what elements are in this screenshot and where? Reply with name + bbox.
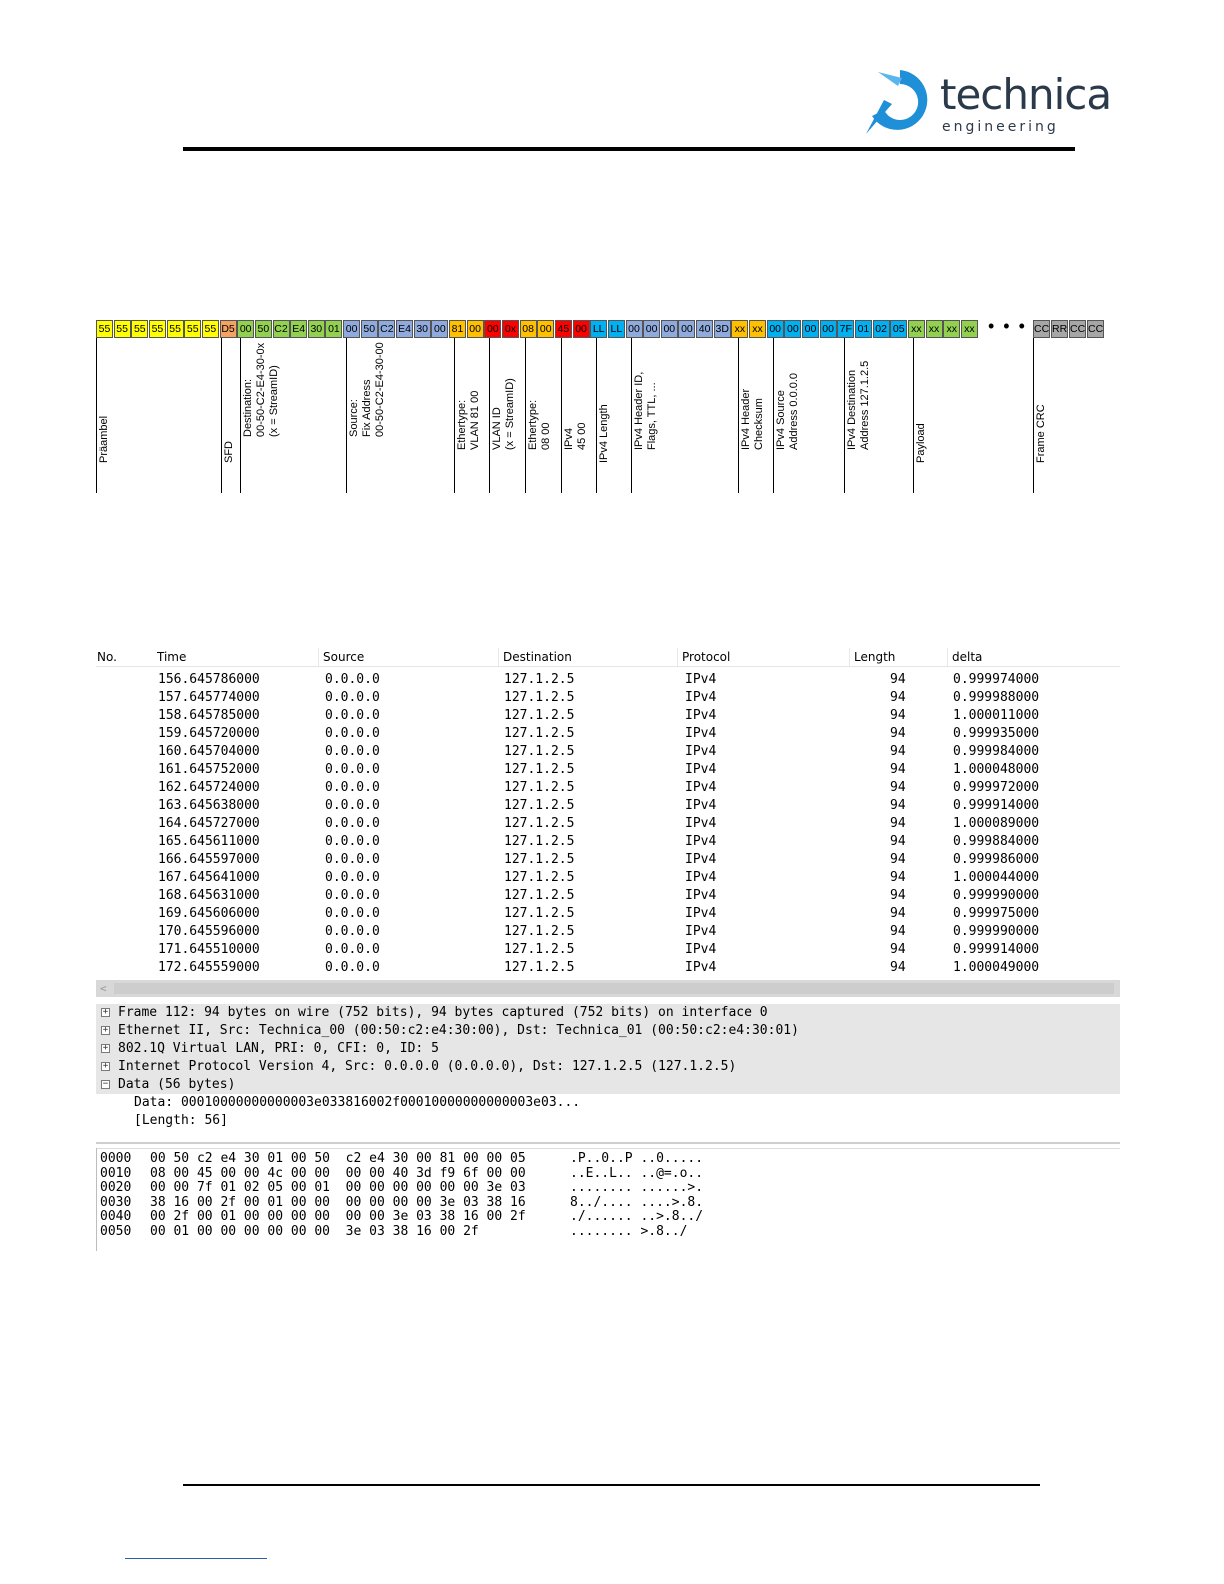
- expand-toggle-icon[interactable]: +: [102, 1025, 109, 1035]
- frame-byte-cell: 81: [449, 320, 466, 338]
- expand-toggle-icon[interactable]: +: [102, 1043, 109, 1053]
- cell-delta: 0.999975000: [953, 906, 1040, 921]
- frame-byte-cell: C2: [378, 320, 395, 338]
- cell-time: 166.645597000: [158, 852, 260, 867]
- frame-byte-cell: 30: [308, 320, 325, 338]
- cell-length: 94: [890, 780, 906, 795]
- cell-destination: 127.1.2.5: [504, 816, 575, 831]
- cell-destination: 127.1.2.5: [504, 852, 575, 867]
- cell-destination: 127.1.2.5: [504, 798, 575, 813]
- frame-crc-cell: CC: [1087, 320, 1104, 338]
- hex-bytes: 00 00 7f 01 02 05 00 01 00 00 00 00 00 00 3e 03: [150, 1180, 526, 1196]
- cell-destination: 127.1.2.5: [504, 762, 575, 777]
- field-divider: [221, 338, 222, 493]
- cell-time: 156.645786000: [158, 672, 260, 687]
- field-label-text: Ethertype: VLAN 81 00: [456, 390, 481, 450]
- field-label-text: IPv4 Source Address 0.0.0.0: [775, 372, 800, 450]
- cell-destination: 127.1.2.5: [504, 780, 575, 795]
- cell-delta: 0.999972000: [953, 780, 1040, 795]
- cell-length: 94: [890, 870, 906, 885]
- tree-node-label: 802.1Q Virtual LAN, PRI: 0, CFI: 0, ID: 5: [118, 1041, 439, 1056]
- cell-time: 159.645720000: [158, 726, 260, 741]
- cell-source: 0.0.0.0: [325, 672, 380, 687]
- field-divider: [631, 338, 632, 493]
- cell-protocol: IPv4: [685, 708, 717, 723]
- field-label: [98, 338, 158, 468]
- table-row[interactable]: [96, 959, 1120, 977]
- cell-time: 164.645727000: [158, 816, 260, 831]
- cell-time: 167.645641000: [158, 870, 260, 885]
- frame-byte-cell: 00: [802, 320, 819, 338]
- cell-protocol: IPv4: [685, 888, 717, 903]
- field-divider: [346, 338, 347, 493]
- hex-offset: 0050: [100, 1224, 132, 1239]
- hex-bytes: 38 16 00 2f 00 01 00 00 00 00 00 00 3e 03 38 16: [150, 1194, 526, 1210]
- tree-child-label: Data: 00010000000000003e033816002f00010000000000003e03...: [134, 1095, 581, 1110]
- cell-protocol: IPv4: [685, 870, 717, 885]
- cell-destination: 127.1.2.5: [504, 924, 575, 939]
- hex-bytes: 08 00 45 00 00 4c 00 00 00 00 40 3d f9 6f 00 00: [150, 1165, 526, 1181]
- cell-protocol: IPv4: [685, 726, 717, 741]
- field-label-text: Präambel: [98, 415, 110, 463]
- field-label-text: Frame CRC: [1035, 404, 1047, 463]
- cell-protocol: IPv4: [685, 672, 717, 687]
- header-rule: [183, 147, 1075, 151]
- footer-link-underline[interactable]: [125, 1558, 267, 1559]
- field-divider: [525, 338, 526, 493]
- tree-node[interactable]: [96, 1076, 1120, 1094]
- cell-delta: 1.000011000: [953, 708, 1040, 723]
- brand-subtitle: engineering: [942, 119, 1059, 135]
- cell-source: 0.0.0.0: [325, 744, 380, 759]
- cell-time: 160.645704000: [158, 744, 260, 759]
- table-row[interactable]: [96, 761, 1120, 779]
- frame-byte-cell: 01: [325, 320, 342, 338]
- cell-protocol: IPv4: [685, 780, 717, 795]
- col-time[interactable]: Time: [157, 650, 187, 664]
- frame-byte-cell: 05: [890, 320, 907, 338]
- cell-protocol: IPv4: [685, 834, 717, 849]
- cell-destination: 127.1.2.5: [504, 942, 575, 957]
- cell-destination: 127.1.2.5: [504, 744, 575, 759]
- cell-destination: 127.1.2.5: [504, 672, 575, 687]
- field-divider: [773, 338, 774, 493]
- hex-bytes: 00 50 c2 e4 30 01 00 50 c2 e4 30 00 81 00 00 05: [150, 1151, 526, 1166]
- cell-time: 158.645785000: [158, 708, 260, 723]
- frame-byte-cell: 00: [678, 320, 695, 338]
- cell-time: 168.645631000: [158, 888, 260, 903]
- field-label: [915, 338, 975, 468]
- cell-time: 165.645611000: [158, 834, 260, 849]
- cell-source: 0.0.0.0: [325, 690, 380, 705]
- field-label-text: IPv4 45 00: [563, 422, 588, 450]
- pane-divider[interactable]: [96, 1142, 1120, 1144]
- frame-byte-cell: 00: [537, 320, 554, 338]
- scrollbar-thumb[interactable]: [114, 983, 1114, 994]
- cell-time: 157.645774000: [158, 690, 260, 705]
- frame-byte-cell: 50: [361, 320, 378, 338]
- cell-length: 94: [890, 888, 906, 903]
- cell-destination: 127.1.2.5: [504, 888, 575, 903]
- cell-destination: 127.1.2.5: [504, 834, 575, 849]
- frame-byte-cell: 02: [873, 320, 890, 338]
- cell-source: 0.0.0.0: [325, 834, 380, 849]
- packet-list: [96, 668, 1120, 980]
- hex-ascii: ./...... ..>.8../: [570, 1209, 704, 1225]
- table-row[interactable]: [96, 671, 1120, 689]
- hex-bytes: 00 2f 00 01 00 00 00 00 00 00 3e 03 38 16 00 2f: [150, 1209, 526, 1225]
- cell-time: 169.645606000: [158, 906, 260, 921]
- frame-byte-cell: 00: [661, 320, 678, 338]
- table-row[interactable]: [96, 941, 1120, 959]
- expand-toggle-icon[interactable]: +: [102, 1061, 109, 1071]
- frame-byte-cell: 45: [555, 320, 572, 338]
- frame-byte-cell: xx: [926, 320, 943, 338]
- hex-dump-pane: [96, 1151, 1120, 1251]
- field-label-text: SFD: [223, 441, 235, 463]
- field-label-text: IPv4 Header Checksum: [740, 388, 765, 450]
- tree-node[interactable]: [96, 1040, 1120, 1058]
- col-protocol[interactable]: Protocol: [682, 650, 731, 664]
- field-divider: [738, 338, 739, 493]
- frame-byte-cell: 3D: [714, 320, 731, 338]
- field-label-text: Source: Fix Address 00-50-C2-E4-30-00: [348, 342, 386, 437]
- cell-delta: 1.000048000: [953, 762, 1040, 777]
- cell-length: 94: [890, 798, 906, 813]
- frame-byte-cell: 01: [855, 320, 872, 338]
- frame-byte-cell: 08: [520, 320, 537, 338]
- field-label-text: IPv4 Length: [598, 404, 610, 463]
- col-destination[interactable]: Destination: [503, 650, 572, 664]
- cell-time: 162.645724000: [158, 780, 260, 795]
- field-divider: [240, 338, 241, 493]
- field-label: [633, 338, 693, 468]
- tree-node-label: Frame 112: 94 bytes on wire (752 bits), 94 bytes captured (752 bits) on interface 0: [118, 1005, 768, 1020]
- cell-time: 163.645638000: [158, 798, 260, 813]
- hex-ascii: ..E..L.. ..@=.o..: [570, 1165, 704, 1181]
- pane-divider-line: [96, 1148, 1120, 1149]
- hex-ascii: ........ ......>.: [570, 1180, 704, 1196]
- frame-byte-cell: 50: [255, 320, 272, 338]
- cell-source: 0.0.0.0: [325, 942, 380, 957]
- cell-delta: 1.000089000: [953, 816, 1040, 831]
- frame-byte-cell: 00: [467, 320, 484, 338]
- cell-length: 94: [890, 960, 906, 975]
- cell-destination: 127.1.2.5: [504, 906, 575, 921]
- field-divider: [596, 338, 597, 493]
- cell-delta: 0.999914000: [953, 942, 1040, 957]
- table-row[interactable]: [96, 887, 1120, 905]
- cell-source: 0.0.0.0: [325, 816, 380, 831]
- frame-byte-cell: 55: [184, 320, 201, 338]
- packet-details-tree: [96, 1004, 1120, 1144]
- cell-delta: 0.999990000: [953, 924, 1040, 939]
- hex-ascii: .P..0..P ..0.....: [570, 1151, 704, 1166]
- frame-byte-cell: LL: [590, 320, 607, 338]
- cell-length: 94: [890, 942, 906, 957]
- tree-node[interactable]: [96, 1058, 1120, 1076]
- cell-destination: 127.1.2.5: [504, 960, 575, 975]
- cell-length: 94: [890, 924, 906, 939]
- frame-byte-cell: 40: [696, 320, 713, 338]
- tree-child[interactable]: [96, 1112, 1120, 1130]
- cell-length: 94: [890, 744, 906, 759]
- cell-length: 94: [890, 906, 906, 921]
- frame-byte-cell: xx: [731, 320, 748, 338]
- cell-length: 94: [890, 690, 906, 705]
- brand-name: technica: [940, 70, 1112, 119]
- field-divider: [489, 338, 490, 493]
- cell-protocol: IPv4: [685, 924, 717, 939]
- cell-destination: 127.1.2.5: [504, 726, 575, 741]
- cell-source: 0.0.0.0: [325, 762, 380, 777]
- frame-byte-cell: 00: [820, 320, 837, 338]
- frame-byte-cell: 00: [573, 320, 590, 338]
- frame-crc-cell: CC: [1069, 320, 1086, 338]
- field-label-text: IPv4 Destination Address 127.1.2.5: [846, 360, 871, 450]
- frame-byte-cell: 00: [431, 320, 448, 338]
- cell-time: 172.645559000: [158, 960, 260, 975]
- field-label: [775, 338, 835, 468]
- ethernet-frame-diagram: [96, 316, 1108, 480]
- frame-byte-cell: D5: [220, 320, 237, 338]
- tree-node[interactable]: [96, 1022, 1120, 1040]
- cell-protocol: IPv4: [685, 798, 717, 813]
- table-row[interactable]: [96, 779, 1120, 797]
- table-row[interactable]: [96, 905, 1120, 923]
- cell-protocol: IPv4: [685, 690, 717, 705]
- expand-toggle-icon[interactable]: +: [102, 1007, 109, 1017]
- table-row[interactable]: [96, 797, 1120, 815]
- cell-source: 0.0.0.0: [325, 852, 380, 867]
- frame-byte-cell: 00: [767, 320, 784, 338]
- cell-length: 94: [890, 672, 906, 687]
- tree-child[interactable]: [96, 1094, 1120, 1112]
- cell-protocol: IPv4: [685, 960, 717, 975]
- field-divider: [454, 338, 455, 493]
- hex-offset: 0040: [100, 1209, 132, 1225]
- cell-source: 0.0.0.0: [325, 726, 380, 741]
- table-row[interactable]: [96, 689, 1120, 707]
- field-label: [846, 338, 906, 468]
- table-row[interactable]: [96, 833, 1120, 851]
- col-no[interactable]: No.: [97, 650, 117, 664]
- technica-logo: [862, 64, 1112, 140]
- packet-capture-panel: [96, 648, 1120, 1251]
- hex-offset: 0020: [100, 1180, 132, 1196]
- cell-source: 0.0.0.0: [325, 708, 380, 723]
- hex-ascii: 8../.... ....>.8.: [570, 1194, 704, 1210]
- frame-byte-cell: 55: [167, 320, 184, 338]
- cell-length: 94: [890, 816, 906, 831]
- field-label-text: Ethertype: 08 00: [527, 399, 552, 450]
- frame-byte-cell: 55: [149, 320, 166, 338]
- frame-byte-cell: 00: [626, 320, 643, 338]
- field-divider: [96, 338, 97, 493]
- cell-delta: 0.999990000: [953, 888, 1040, 903]
- field-divider: [561, 338, 562, 493]
- cell-length: 94: [890, 726, 906, 741]
- frame-byte-cell: C2: [273, 320, 290, 338]
- cell-time: 170.645596000: [158, 924, 260, 939]
- frame-byte-cell: 00: [784, 320, 801, 338]
- field-label: [348, 338, 408, 468]
- field-divider: [844, 338, 845, 493]
- cell-delta: 0.999935000: [953, 726, 1040, 741]
- cell-length: 94: [890, 852, 906, 867]
- frame-byte-cell: LL: [608, 320, 625, 338]
- tree-child-label: [Length: 56]: [134, 1113, 228, 1128]
- frame-byte-cell: 55: [131, 320, 148, 338]
- frame-byte-cell: 55: [114, 320, 131, 338]
- cell-source: 0.0.0.0: [325, 780, 380, 795]
- cell-time: 161.645752000: [158, 762, 260, 777]
- cell-source: 0.0.0.0: [325, 798, 380, 813]
- hex-bytes: 00 01 00 00 00 00 00 00 3e 03 38 16 00 2f: [150, 1224, 479, 1239]
- cell-destination: 127.1.2.5: [504, 870, 575, 885]
- frame-byte-cell: 55: [202, 320, 219, 338]
- cell-delta: 0.999984000: [953, 744, 1040, 759]
- field-label: [1035, 338, 1095, 468]
- expand-toggle-icon[interactable]: −: [102, 1079, 109, 1089]
- frame-byte-cell: 55: [96, 320, 113, 338]
- field-label-text: IPv4 Header ID, Flags, TTL, ...: [633, 371, 658, 450]
- cell-length: 94: [890, 708, 906, 723]
- tree-node-label: Internet Protocol Version 4, Src: 0.0.0.0 (0.0.0.0), Dst: 127.1.2.5 (127.1.2.5): [118, 1059, 737, 1074]
- cell-time: 171.645510000: [158, 942, 260, 957]
- hex-ascii: ........ >.8../: [570, 1224, 688, 1239]
- frame-byte-cell: 00: [237, 320, 254, 338]
- frame-byte-cell: 00: [643, 320, 660, 338]
- packet-list-header: [96, 648, 1120, 667]
- cell-length: 94: [890, 762, 906, 777]
- hex-offset: 0000: [100, 1151, 132, 1166]
- table-row[interactable]: [96, 851, 1120, 869]
- col-delta[interactable]: delta: [952, 650, 983, 664]
- field-divider: [1033, 338, 1034, 493]
- field-label-text: Payload: [915, 423, 927, 463]
- horizontal-scrollbar[interactable]: [96, 980, 1120, 997]
- field-divider: [913, 338, 914, 493]
- technica-logo-icon: [862, 64, 938, 140]
- frame-byte-cell: E4: [290, 320, 307, 338]
- cell-delta: 0.999914000: [953, 798, 1040, 813]
- cell-protocol: IPv4: [685, 852, 717, 867]
- hex-offset: 0010: [100, 1165, 132, 1181]
- frame-byte-cell: xx: [943, 320, 960, 338]
- frame-crc-cell: CC: [1033, 320, 1050, 338]
- cell-delta: 0.999986000: [953, 852, 1040, 867]
- cell-length: 94: [890, 834, 906, 849]
- field-label-text: Destination: 00-50-C2-E4-30-0x (x = StreamID): [242, 342, 280, 437]
- tree-node-label: Data (56 bytes): [118, 1077, 236, 1092]
- frame-byte-cell: 00: [484, 320, 501, 338]
- frame-ellipsis: • • •: [988, 316, 1027, 336]
- cell-delta: 1.000049000: [953, 960, 1040, 975]
- cell-source: 0.0.0.0: [325, 870, 380, 885]
- frame-byte-cell: 00: [343, 320, 360, 338]
- cell-delta: 0.999884000: [953, 834, 1040, 849]
- cell-destination: 127.1.2.5: [504, 708, 575, 723]
- frame-byte-cell: 0x: [502, 320, 519, 338]
- cell-protocol: IPv4: [685, 906, 717, 921]
- cell-delta: 0.999988000: [953, 690, 1040, 705]
- scroll-left-icon[interactable]: <: [100, 982, 107, 995]
- table-row[interactable]: [96, 743, 1120, 761]
- cell-protocol: IPv4: [685, 762, 717, 777]
- cell-protocol: IPv4: [685, 744, 717, 759]
- table-row[interactable]: [96, 869, 1120, 887]
- table-row[interactable]: [96, 707, 1120, 725]
- frame-byte-cell: xx: [961, 320, 978, 338]
- cell-destination: 127.1.2.5: [504, 690, 575, 705]
- cell-source: 0.0.0.0: [325, 888, 380, 903]
- frame-byte-cell: E4: [396, 320, 413, 338]
- cell-source: 0.0.0.0: [325, 906, 380, 921]
- tree-node[interactable]: [96, 1004, 1120, 1022]
- cell-delta: 1.000044000: [953, 870, 1040, 885]
- cell-protocol: IPv4: [685, 816, 717, 831]
- col-length[interactable]: Length: [854, 650, 896, 664]
- hex-offset: 0030: [100, 1194, 132, 1210]
- table-row[interactable]: [96, 923, 1120, 941]
- footer-rule: [183, 1484, 1040, 1486]
- table-row[interactable]: [96, 815, 1120, 833]
- frame-byte-cell: xx: [749, 320, 766, 338]
- cell-protocol: IPv4: [685, 942, 717, 957]
- frame-byte-cell: xx: [908, 320, 925, 338]
- tree-node-label: Ethernet II, Src: Technica_00 (00:50:c2:e4:30:00), Dst: Technica_01 (00:50:c2:e4:30:01): [118, 1023, 799, 1038]
- table-row[interactable]: [96, 725, 1120, 743]
- cell-source: 0.0.0.0: [325, 960, 380, 975]
- cell-delta: 0.999974000: [953, 672, 1040, 687]
- cell-source: 0.0.0.0: [325, 924, 380, 939]
- field-label: [242, 338, 302, 468]
- frame-byte-cell: 7F: [837, 320, 854, 338]
- frame-crc-cell: RR: [1051, 320, 1068, 338]
- frame-byte-cell: 30: [414, 320, 431, 338]
- col-source[interactable]: Source: [323, 650, 365, 664]
- field-label-text: VLAN ID (x = StreamID): [491, 378, 516, 450]
